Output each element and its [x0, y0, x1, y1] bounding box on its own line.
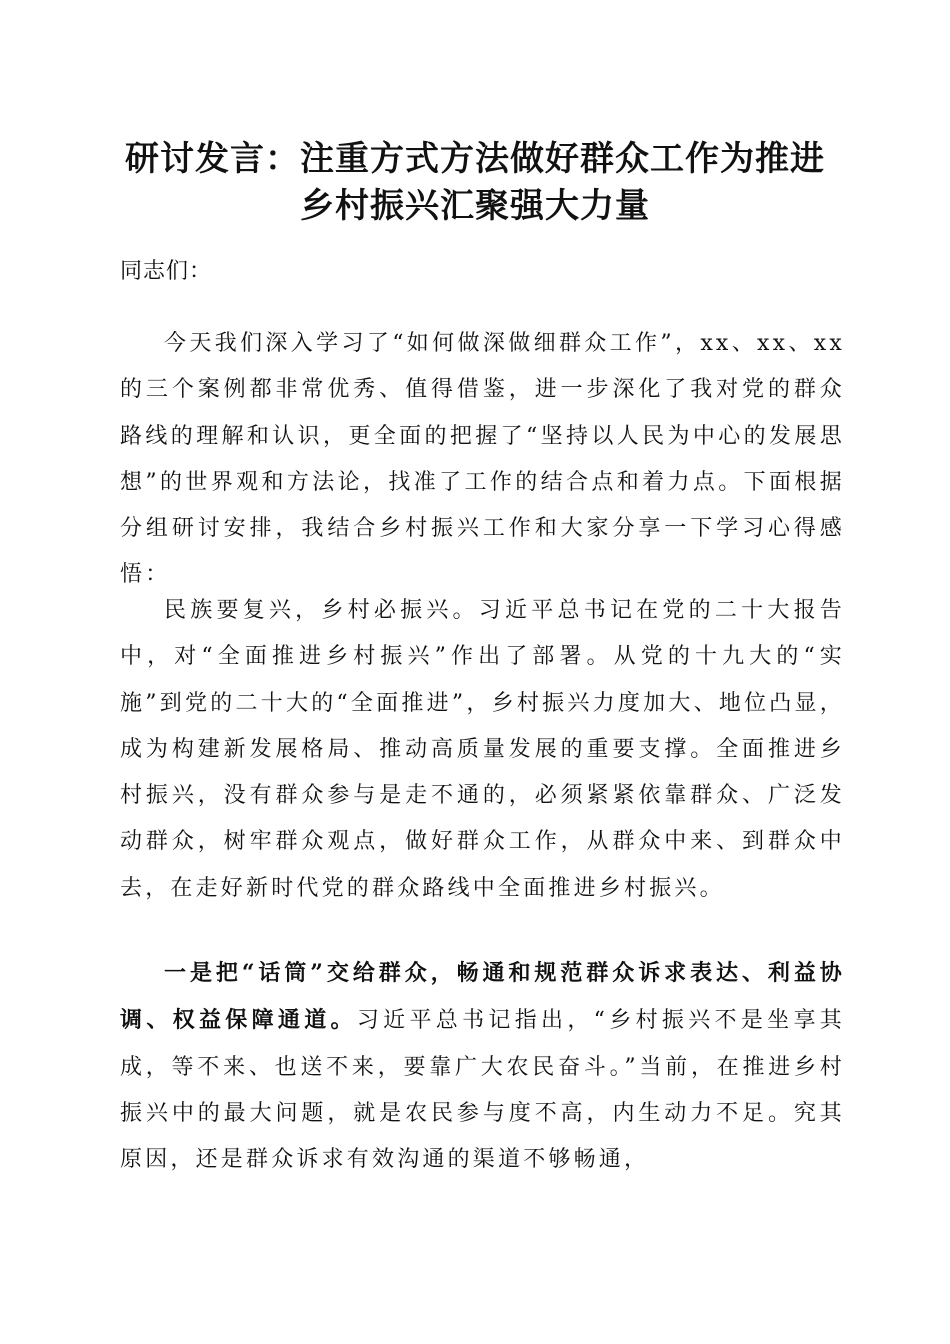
paragraph-2: 民族要复兴，乡村必振兴。习近平总书记在党的二十大报告中，对“全面推进乡村振兴”作出了部署。从党的十九大的“实施”到党的二十大的“全面推进”，乡村振兴力度加大、地位凸显，成为构建新发展格局、推动高质量发展的重要支撑。全面推进乡村振兴，没有群众参与是走不通的，必须紧紧依靠群众、广泛发动群众，树牢群众观点，做好群众工作，从群众中来、到群众中去，在走好新时代党的群众路线中全面推进乡村振兴。 [120, 598, 845, 901]
document-title-line-1: 研讨发言：注重方式方法做好群众工作为推进 [125, 139, 825, 179]
paragraph-3 [120, 950, 845, 1183]
salutation: 同志们： [120, 259, 213, 284]
paragraph-1: 今天我们深入学习了“如何做深做细群众工作”，xx、xx、xx的三个案例都非常优秀、值得借鉴，进一步深化了我对党的群众路线的理解和认识，更全面的把握了“坚持以人民为中心的发展思想”的世界观和方法论，找准了工作的结合点和着力点。下面根据分组研讨安排，我结合乡村振兴工作和大家分享一下学习心得感悟： [120, 331, 845, 588]
paragraph-3-lead: 一是把“话筒”交给群众，畅通和规范群众诉求表达、利益协调、权益保障通道。 [120, 960, 845, 1034]
document-title-line-2: 乡村振兴汇聚强大力量 [300, 186, 650, 226]
paragraph-3-body: 习近平总书记指出，“乡村振兴不是坐享其成，等不来、也送不来，要靠广大农民奋斗。”当前，在推进乡村振兴中的最大问题，就是农民参与度不高，内生动力不足。究其原因，还是群众诉求有效沟通的渠道不够畅通， [120, 1008, 845, 1173]
